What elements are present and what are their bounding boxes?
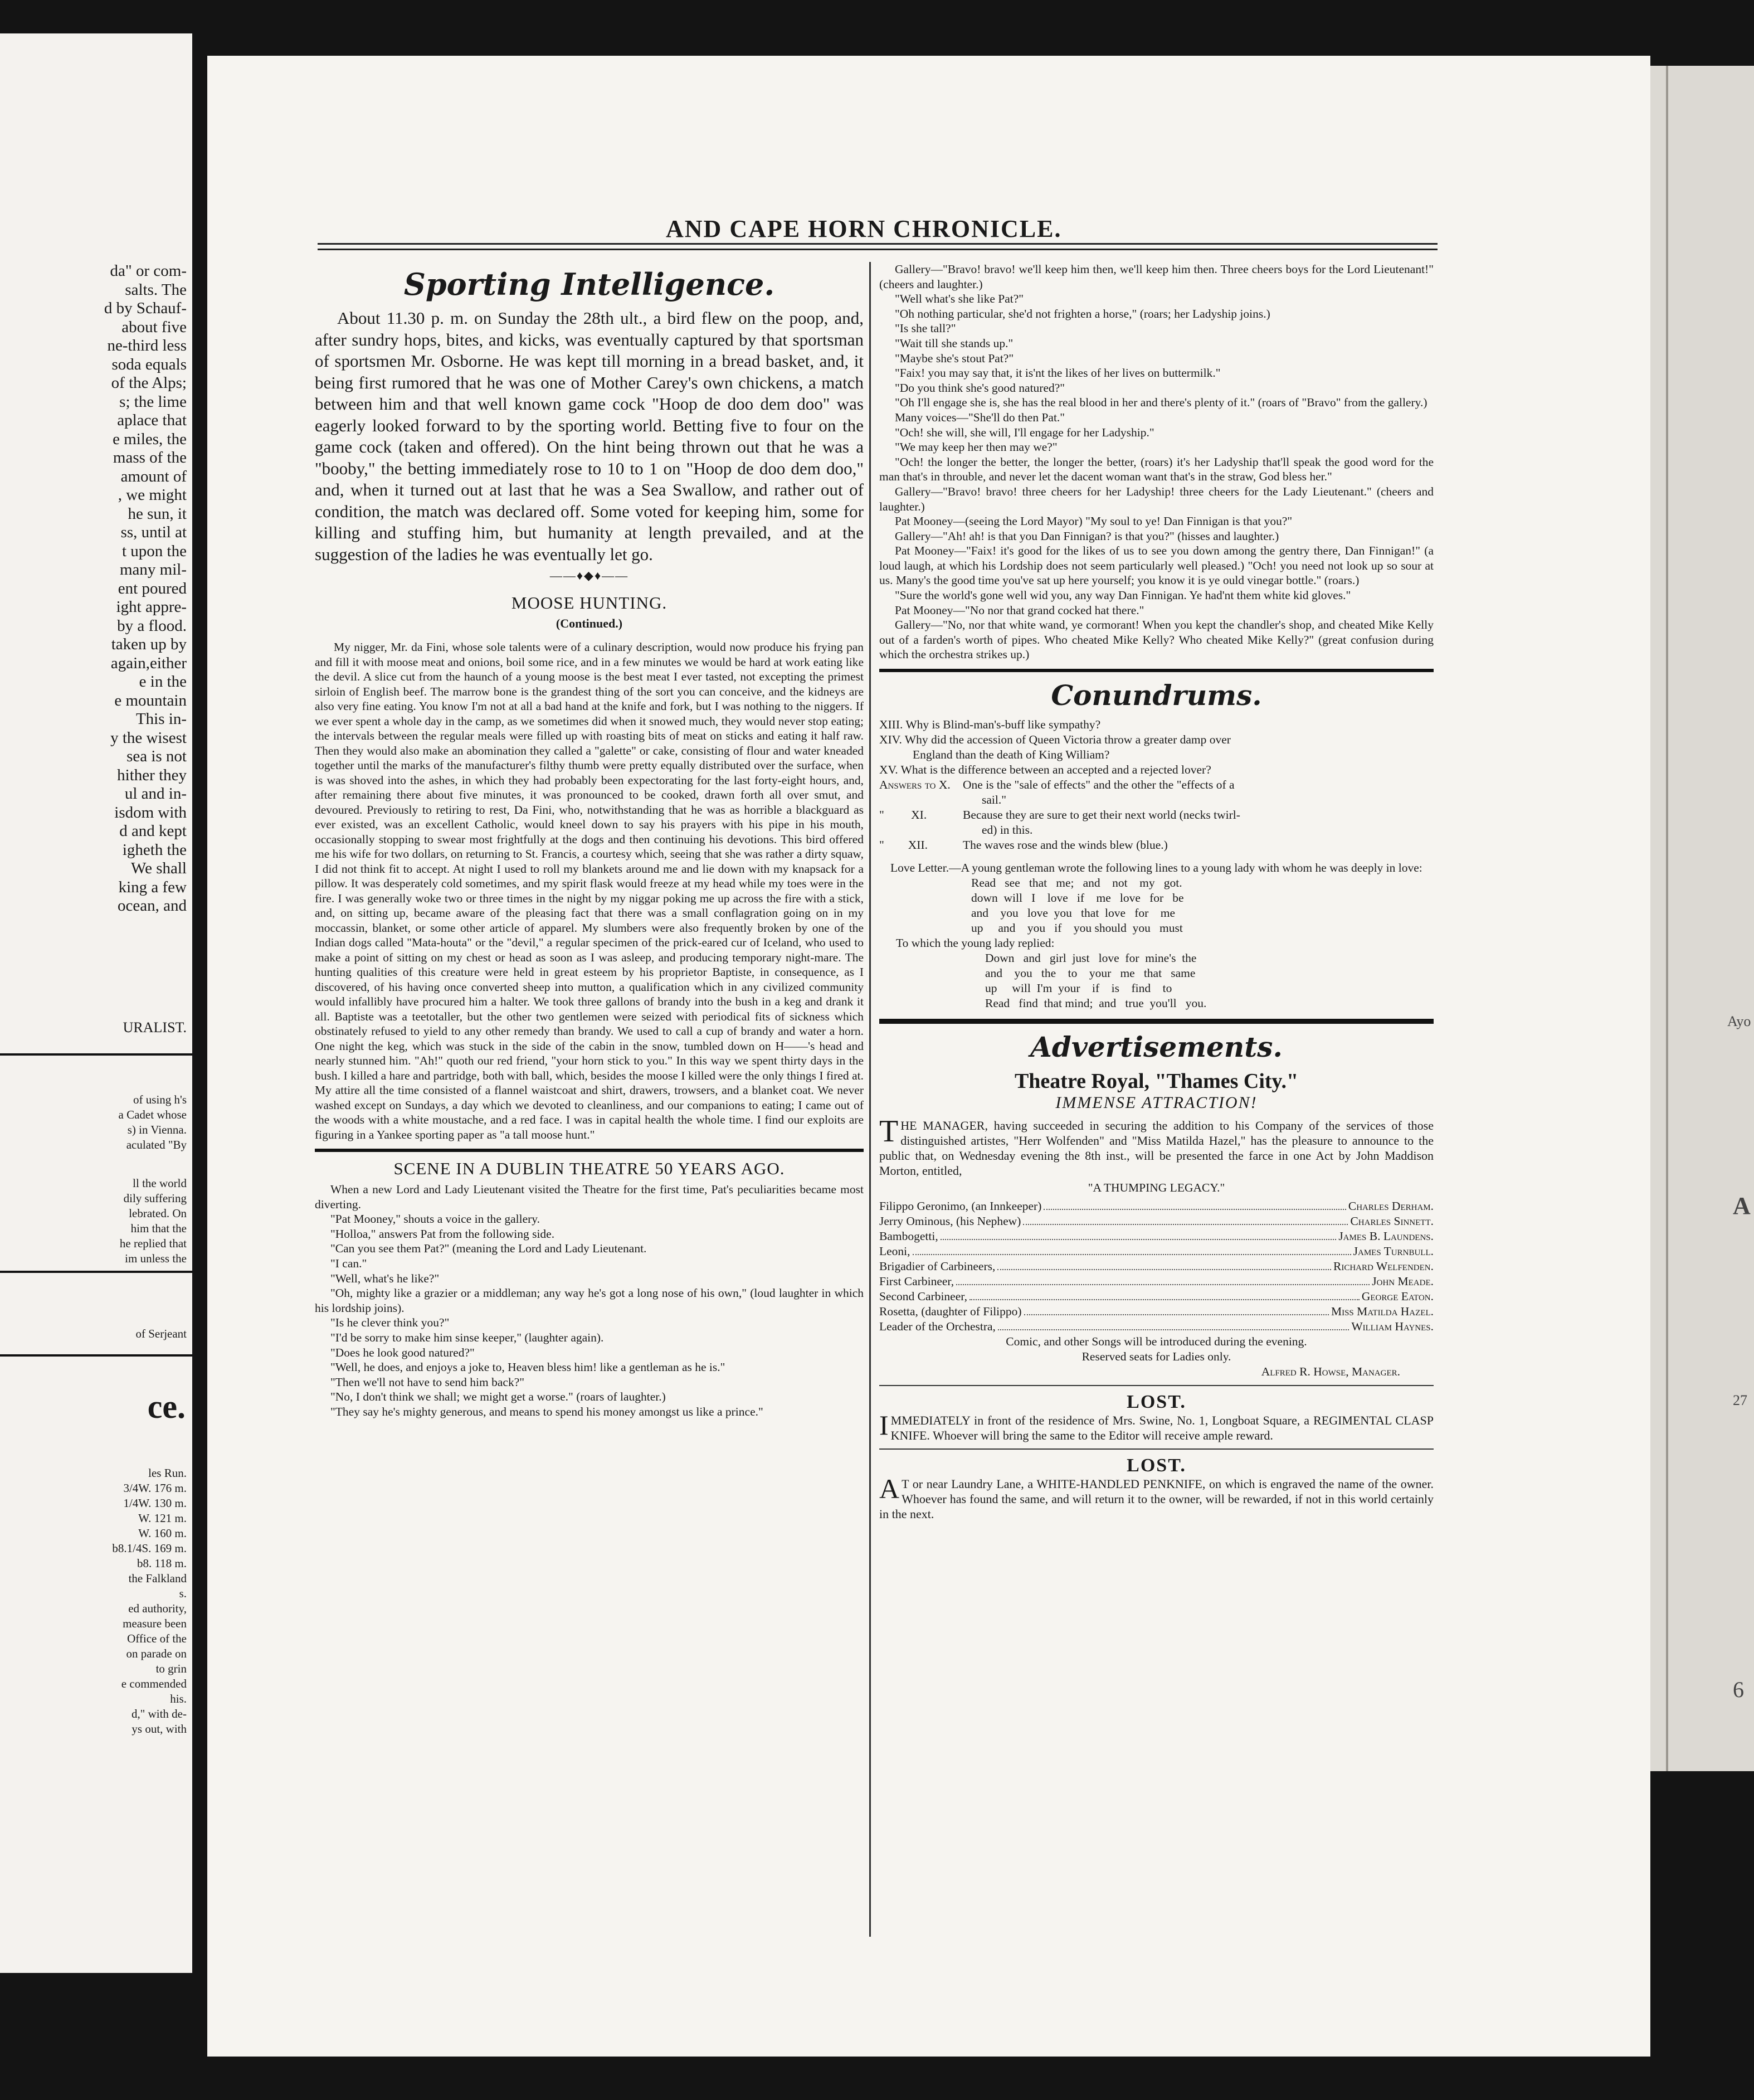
poem-line: down will I love if me love for be [971,891,1184,905]
dialogue-line: "Is she tall?" [895,322,956,336]
cast-row: Leoni, James Turnbull. [879,1245,1434,1258]
dialogue-line: "Well, what's he like?" [330,1271,440,1285]
left-page-block: of using h's a Cadet whose s) in Vienna. aculated "By [118,1093,187,1151]
cast-row: Rosetta, (daughter of Filippo) Miss Matilda Hazel. [879,1305,1434,1319]
dialogue-line: "We may keep her then may we?" [895,440,1058,454]
drop-cap: I [879,1409,889,1441]
sporting-heading: Sporting Intelligence. [403,266,775,302]
dialogue-line: "Does he look good natured?" [330,1345,475,1359]
cast-row: Filippo Geronimo, (an Innkeeper) Charles Derham. [879,1199,1434,1213]
dialogue-line: "Oh, mighty like a grazier or a middleman; any way he's got a long nose of his own," (loud laughter in which his lordship joins). [315,1286,864,1315]
right-column [879,262,1434,1521]
farce-title: "A THUMPING LEGACY." [1088,1181,1225,1195]
reserved-note: Reserved seats for Ladies only. [1081,1350,1231,1364]
section-rule [315,1149,864,1152]
right-page-edge [1649,66,1754,1771]
edge-mark: A [1733,1192,1751,1219]
theatre-ad-title: Theatre Royal, "Thames City." [1014,1070,1299,1093]
edge-mark: 6 [1733,1677,1744,1702]
left-page-rule [0,1354,192,1357]
answer-text: One is the "sale of effects" and the other the "effects of a [963,778,1235,792]
dublin-article-continued [879,262,1434,662]
header-rule [318,249,1438,250]
dialogue-line: "Do you think she's good natured?" [895,381,1065,395]
dublin-article [315,1182,864,1420]
left-page-block: les Run. 3/4W. 176 m. 1/4W. 130 m. W. 121 m. W. 160 m. b8.1/4S. 169 m. b8. 118 m. the Falkland s. ed authority, measure been Office of the on parade on to grin e commended his. d," with de- ys out, with [112,1466,187,1736]
edge-mark: Ayo [1727,1013,1751,1029]
dialogue-line: "I'd be sorry to make him sinse keeper," (laughter again). [330,1330,604,1344]
page-edge-line [1666,66,1668,1771]
cast-row: Second Carbineer, George Eaton. [879,1290,1434,1304]
answer-text-cont: sail." [982,793,1007,807]
dialogue-line: "Holloa," answers Pat from the following side. [330,1227,555,1241]
section-rule [879,1385,1434,1386]
left-column [315,262,864,1420]
moose-subtitle: (Continued.) [556,616,623,630]
dialogue-line: "Oh nothing particular, she'd not frighten a horse," (roars; her Ladyship joins.) [895,307,1270,320]
dialogue-line: "Oh I'll engage she is, she has the real blood in her and there's plenty of it." (roars of "Bravo" from the gallery.) [895,396,1427,410]
conundrum-answer [879,777,1434,808]
love-letter-intro: Love Letter.—A young gentleman wrote the following lines to a young lady with whom he was deeply in love: [890,861,1422,875]
drop-cap: A [879,1473,900,1505]
sporting-article: About 11.30 p. m. on Sunday the 28th ult., a bird flew on the poop, and, after sundry hops, bites, and kicks, was eventually captured by that sportsman of sportsmen Mr. Osborne. He was kept till morning in a bread basket, and, it being first rumored that he was one of Mother Carey's own chickens, a match between him and that well known game cock "Hoop de doo dem doo" was eagerly looked forward to by the sporting world. Betting five to four on the game cock (taken and offered). On the hint being thrown out that he was a "booby," the betting immediately rose to 10 to 1 on "Hoop de doo dem doo," and, when it turned out at last that he was a Sea Swallow, and rather out of condition, the match was declared off. Some voted for keeping him, some for killing and stuffing him, but humanity at length prevailed, and at the suggestion of the ladies he was eventually let go. [315,308,864,564]
dialogue-line: "Sure the world's gone well wid you, any way Dan Finnigan. Ye had'nt them white kid gloves." [895,589,1351,602]
poem-line: Read find that mind; and true you'll you. [985,996,1207,1010]
left-page-signature: URALIST. [123,1019,187,1036]
theatre-ad-subtitle: IMMENSE ATTRACTION! [1055,1093,1258,1112]
songs-note: Comic, and other Songs will be introduced during the evening. [1006,1335,1307,1349]
dialogue-line: "No, I don't think we shall; we might get a worse." (roars of laughter.) [330,1390,666,1404]
dialogue-line: Gallery—"No, nor that white wand, ye cormorant! When you kept the chandler's shop, and cheated Mike Kelly out of a farden's worth of pipes. Who cheated Mike Kelly? Who cheated Mike Kelly?" (great confusion during which the orchestra strikes up.) [879,618,1434,662]
drop-cap: T [879,1114,899,1149]
left-page-block: ll the world dily suffering lebrated. On him that the he replied that im unless the [119,1177,187,1265]
dialogue-line: "Is he clever think you?" [330,1316,450,1330]
lost-notice: A T or near Laundry Lane, a WHITE-HANDLED PENKNIFE, on which is engraved the name of the owner. Whoever has found the same, and will return it to the owner, will be rewarded, if not in this world certainly in the next. [879,1473,1434,1521]
poem-line: and you love you that love for me [971,906,1176,920]
left-page-rule [0,1053,192,1056]
answer-text: The waves rose and the winds blew (blue.) [963,838,1168,852]
header-rule [318,243,1438,245]
poem-line: Read see that me; and not my got. [971,876,1182,890]
dialogue-line: Pat Mooney—"No nor that grand cocked hat there." [895,603,1144,617]
answer-label: " XI. [879,808,927,822]
dialogue-line: "Maybe she's stout Pat?" [895,351,1014,365]
section-ornament: ——♦◆♦—— [549,568,629,582]
lost-notice: IMMEDIATELY in front of the residence of Mrs. Swine, No. 1, Longboat Square, a REGIMENTAL CLASP KNIFE. Whoever will bring the same to the Editor will receive ample reward. [879,1409,1434,1443]
dialogue-line: When a new Lord and Lady Lieutenant visited the Theatre for the first time, Pat's peculiarities became most diverting. [315,1183,864,1211]
dialogue-line: Many voices—"She'll do then Pat." [895,410,1065,424]
conundrum-question: XIV. Why did the accession of Queen Victoria throw a greater damp over [879,733,1231,747]
advertisements-heading: Advertisements. [1030,1030,1283,1064]
dialogue-line: "Well, he does, and enjoys a joke to, Heaven bless him! like a gentleman as he is." [330,1360,725,1374]
dublin-title: SCENE IN A DUBLIN THEATRE 50 YEARS AGO. [393,1159,785,1178]
manager-signature: Alfred R. Howse, Manager. [1261,1365,1400,1379]
section-rule [879,1019,1434,1024]
dialogue-line: "Can you see them Pat?" (meaning the Lord and Lady Lieutenant. [330,1242,647,1256]
conundrum-question: XIII. Why is Blind-man's-buff like sympathy? [879,718,1101,732]
dialogue-line: "Och! the longer the better, the longer the better, (roars) it's her Ladyship that'll speak the good word for the man that's in throuble, and never let the dacent woman want that's in the straw, God bless her." [879,455,1434,484]
left-page-rule [0,1271,192,1273]
dialogue-line: "Wait till she stands up." [895,336,1014,350]
left-page-serjeant: of Serjeant [135,1327,187,1340]
conundrum-answer [879,838,1434,853]
dialogue-line: "Och! she will, she will, I'll engage for her Ladyship." [895,425,1154,439]
dialogue-line: Gallery—"Ah! ah! is that you Dan Finnigan? is that you?" (hisses and laughter.) [895,529,1279,543]
cast-row: First Carbineer, John Meade. [879,1275,1434,1289]
poem-line: up and you if you should you must [971,921,1183,935]
poem-line: and you the to your me that same [985,966,1196,980]
lost-heading: LOST. [1127,1455,1186,1476]
section-rule [879,1448,1434,1450]
dialogue-line: "They say he's mighty generous, and means to spend his money amongst us like a prince." [330,1404,763,1418]
reply-intro: To which the young lady replied: [896,936,1055,950]
dialogue-line: Gallery—"Bravo! bravo! three cheers for her Ladyship! three cheers for the Lady Lieutenant." (cheers and laughter.) [879,484,1434,513]
conundrums-section [879,717,1434,1011]
column-divider [869,262,871,1937]
section-rule [879,669,1434,672]
cast-row: Bambogetti, James B. Laundens. [879,1229,1434,1243]
dialogue-line: Pat Mooney—(seeing the Lord Mayor) "My soul to ye! Dan Finnigan is that you?" [895,514,1293,528]
dialogue-line: "Faix! you may say that, it is'nt the likes of her lives on buttermilk." [895,366,1221,380]
dialogue-line: "Well what's she like Pat?" [895,292,1024,306]
left-page-text: da" or com- salts. The d by Schauf- about five ne-third less soda equals of the Alps; s; the lime aplace that e miles, the mass of the amount of , we might he sun, it ss, until at t upon the many mil- ent poured ight appre- by a flood. taken up by again,either e in the e mountain This in- y the wisest sea is not hither they ul and in- isdom with d and kept igheth the We shall king a few ocean, and [104,262,187,915]
answer-text-cont: ed) in this. [982,823,1033,837]
answer-text: Because they are sure to get their next world (necks twirl- [963,808,1240,822]
conundrums-heading: Conundrums. [1051,679,1262,712]
poem-line: up will I'm your if is find to [985,981,1172,995]
edge-mark: 27 [1733,1392,1747,1408]
cast-row: Leader of the Orchestra, William Haynes. [879,1320,1434,1334]
page-header: AND CAPE HORN CHRONICLE. [666,215,1062,242]
lost-heading: LOST. [1127,1392,1186,1413]
left-facing-page [0,33,192,1973]
theatre-ad-body: THE MANAGER, having succeeded in securing the addition to his Company of the services of those distinguished artistes, "Herr Wolfenden" and "Miss Matilda Hazel," has the pleasure to announce to the public that, on Wednesday evening the 8th inst., will be presented the farce in one Act by John Maddison Morton, entitled, [879,1114,1434,1178]
conundrum-answer [879,808,1434,838]
conundrum-question: XV. What is the difference between an accepted and a rejected lover? [879,763,1211,777]
cast-list [879,1199,1434,1334]
moose-title: MOOSE HUNTING. [511,593,668,612]
dialogue-line: Pat Mooney—"Faix! it's good for the likes of us to see you down among the gentry there, Dan Finnigan!" (a loud laugh, at which his Lordship does not seem particularly well pleased.) "Och! you need not look up so sour at us. Many's the good time you've sat up here yourself; you know it is ye ould vinegar bottle." (roars.) [879,544,1434,587]
dialogue-line: Gallery—"Bravo! bravo! we'll keep him then, we'll keep him then. Three cheers boys for the Lord Lieutenant!" (cheers and laughter.) [879,262,1434,291]
answer-label: Answers to X. [879,778,951,792]
conundrum-question: England than the death of King William? [913,748,1110,762]
answer-label: " XII. [879,838,928,852]
dialogue-line: "Pat Mooney," shouts a voice in the gallery. [330,1212,540,1226]
dialogue-line: "I can." [330,1256,367,1270]
cast-row: Brigadier of Carbineers, Richard Welfenden. [879,1260,1434,1273]
cast-row: Jerry Ominous, (his Nephew) Charles Sinnett. [879,1214,1434,1228]
dialogue-line: "Then we'll not have to send him back?" [330,1375,525,1389]
poem-line: Down and girl just love for mine's the [985,951,1197,965]
left-page-heading: ce. [147,1388,186,1425]
moose-article: My nigger, Mr. da Fini, whose sole talents were of a culinary description, would now produce his frying pan and fill it with moose meat and onions, boil some rice, and in a few minutes we would be hard at work eating like the devil. A slice cut from the haunch of a young moose is the best meat I ever tasted, not excepting the primest sirloin of English beef. The marrow bone is the grandest thing of the sort you can conceive, and the kidneys are also very fine eating. You know I'm not at all a bad hand at the knife and fork, but I was nothing to the niggers. If we ever spent a whole day in the camp, as we sometimes did when it snowed much, they would never stop eating; the intervals between the regular meals were filled up with roasting bits of meat on sticks and eating it half raw. Then they would also make an abomination they called a "galette" or cake, consisting of flour and water kneaded together until the marks of the manufacturer's filthy thumb were pretty equally distributed over the surface, when is was shoved into the ashes, in which they had probably been expectorating for the last forty-eight hours, and, after remaining there about five minutes, it was pronounced to be cooked, drawn forth all over smut, and devoured. Previously to retiring to rest, Da Fini, who, notwithstanding that he was as horrible a blackguard as ever existed, was an excellent Catholic, would kneel down to say his prayers with his pipe in his mouth, occasionally stopping to swear most frightfully at the dogs and then continuing his devotions. This bird offered me his wife for two dollars, on returning to St. Francis, a courtesy which, seeing that she was rather a dirty squaw, I did not think fit to accept. At night I used to roll my blankets around me and lie down with my knapsack for a pillow. It was desperately cold sometimes, and my spirit flask would freeze at my head while my toes were in the fire. I was generally woke two or three times in the night by my niggar poking me up across the fire with a stick, and, on sitting up, became aware of the pleasing fact that there was a small conflagration going on in my moccassin, blanket, or some other article of apparel. My slumbers were also frequently broken by one of the Indian dogs called "Mata-houta" or the "devil," a regular specimen of the prick-eared cur of Iceland, who used to make a point of sitting on my chest or head as soon as I was asleep, and producing temporary night-mare. The hunting qualities of this creature were held in great esteem by his proprietor Baptiste, in consequence, as I discovered, of his having once converted sheep into mutton, a qualification which in any civilized community would infallibly have procured him a halter. We took three gallons of brandy into the bush in a keg and drank it all. Baptiste was a teetotaller, but the other two gentlemen were seized with periodical fits of sickness which obstinately refused to yield to any other remedy than brandy. We used to call a cup of brandy and water a horn. One night the keg, which was stuck in the side of the cabin in the snow, tumbled down on H——'s head and nearly stunned him. "Ah!" quoth our red friend, "your horn stick to you." In this way we spent thirty days in the bush. I killed a hare and partridge, both with ball, which, besides the moose I killed were the only things I fired at. My attire all the time consisted of a flannel waistcoat and shirt, drawers, trowsers, and a blanket coat. We never washed except on Sundays, a day which we devoted to cleanliness, and our companions to eating; I came out of the woods with a white moustache, and a red face. I was in capital health the whole time. I find our exploits are figuring in a Yankee sporting paper as "a tall moose hunt." [315,640,864,1141]
